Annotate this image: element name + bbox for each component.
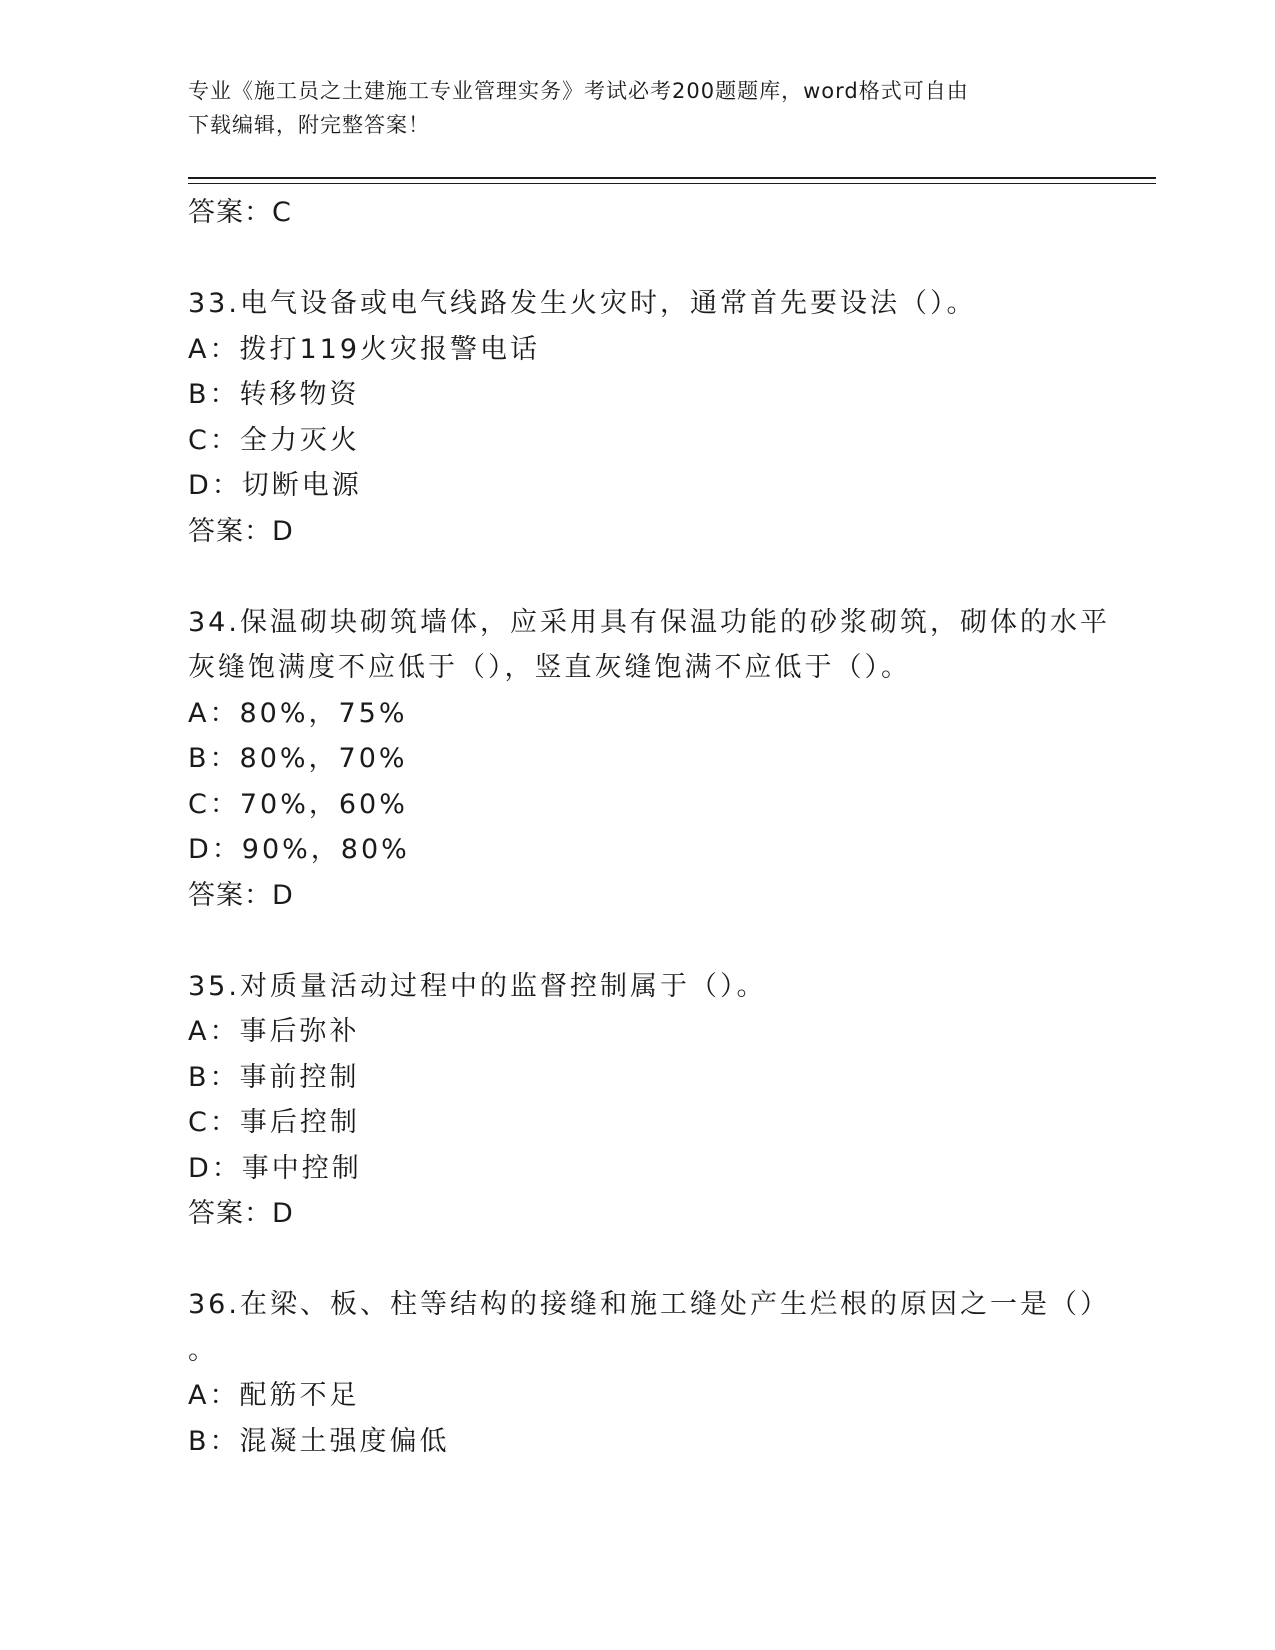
header-rule-thin: [188, 183, 1156, 184]
spacer: [188, 236, 1088, 282]
option-a: A：80%，75%: [188, 697, 408, 729]
header-line-2: 下载编辑，附完整答案！: [188, 113, 430, 137]
question-content: [188, 190, 1110, 1464]
option-d: D：切断电源: [188, 470, 362, 501]
question-stem: 34.保温砌块砌筑墙体，应采用具有保温功能的砂浆砌筑，砌体的水平: [188, 606, 1110, 638]
option-a: A：配筋不足: [188, 1380, 360, 1411]
option-d: D：90%，80%: [188, 834, 410, 865]
question-stem-continued: 。: [188, 1334, 218, 1366]
question-stem: 33.电气设备或电气线路发生火灾时，通常首先要设法（）。: [188, 288, 977, 319]
option-b: B：转移物资: [188, 379, 360, 410]
question-block: [188, 964, 1088, 1237]
answer-line: 答案：D: [188, 879, 294, 911]
option-a: A：事后弥补: [188, 1016, 360, 1047]
answer-line: 答案：D: [188, 515, 294, 547]
question-stem: 35.对质量活动过程中的监督控制属于（）。: [188, 970, 767, 1002]
question-block: [188, 281, 1088, 554]
page-header: [188, 74, 1088, 142]
option-c: C：事后控制: [188, 1107, 360, 1138]
question-stem: 36.在梁、板、柱等结构的接缝和施工缝处产生烂根的原因之一是（）: [188, 1289, 1110, 1320]
spacer: [188, 1237, 1088, 1283]
question-block: [188, 1282, 1110, 1464]
option-b: B：混凝土强度偏低: [188, 1425, 450, 1457]
answer-line: 答案：C: [188, 197, 292, 228]
header-line-1: 专业《施工员之土建施工专业管理实务》考试必考200题题库，word格式可自由: [188, 79, 969, 103]
option-a: A：拨打119火灾报警电话: [188, 333, 541, 365]
option-b: B：80%，70%: [188, 743, 408, 774]
option-c: C：70%，60%: [188, 788, 408, 820]
header-rule-thick: [188, 177, 1156, 179]
option-c: C：全力灭火: [188, 424, 360, 456]
question-stem-continued: 灰缝饱满度不应低于（），竖直灰缝饱满不应低于（）。: [188, 652, 911, 683]
option-d: D：事中控制: [188, 1152, 362, 1184]
question-block: [188, 600, 1110, 919]
option-b: B：事前控制: [188, 1061, 360, 1093]
answer-line: 答案：D: [188, 1198, 294, 1229]
spacer: [188, 918, 1088, 964]
spacer: [188, 554, 1088, 600]
